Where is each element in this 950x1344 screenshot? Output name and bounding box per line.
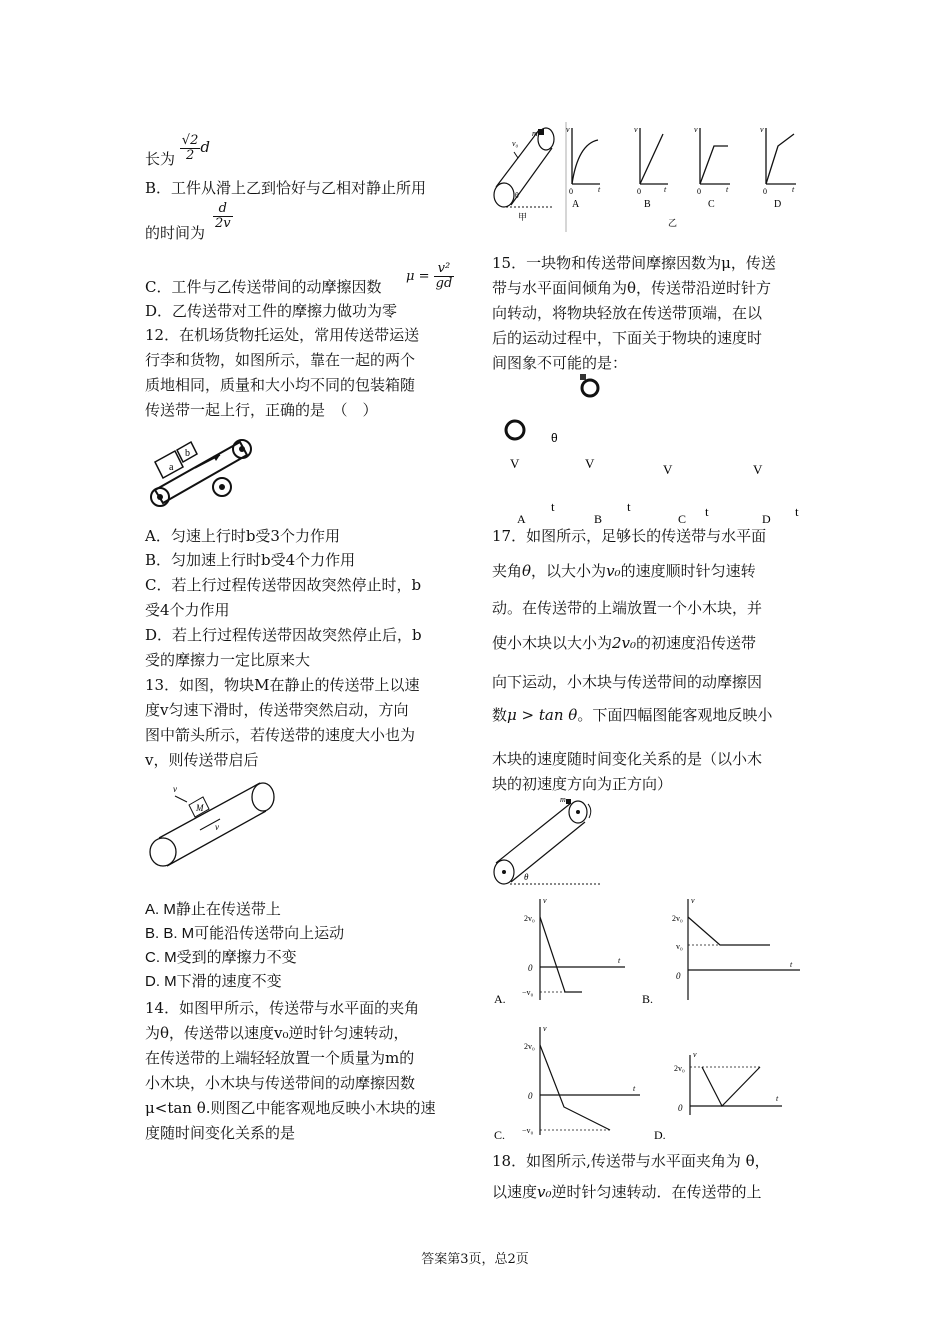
origin: 0 [678, 1103, 683, 1113]
axis-t: t [633, 1084, 636, 1093]
origin: 0 [676, 971, 681, 981]
tick-2v0: 2v₀ [674, 1064, 685, 1073]
q17-graph-c [494, 1024, 640, 1142]
q15-line: 15．一块物和传送带间摩擦因数为μ，传送 [492, 254, 776, 272]
tick-2v0: 2v₀ [672, 914, 683, 923]
axis-v-b: V [585, 456, 595, 471]
axis-t: t [618, 956, 621, 965]
axis-v: v [691, 896, 695, 905]
q17-text: 夹角 [492, 562, 523, 580]
block [566, 799, 571, 804]
tick-2v0: 2v₀ [524, 1042, 535, 1051]
origin: 0 [569, 187, 573, 196]
axis-t-d: t [795, 504, 799, 519]
q13-conveyor-figure [145, 780, 285, 870]
q17-graph-a [494, 896, 625, 1006]
belt-bottom [511, 822, 585, 882]
label-v0: v₀ [512, 139, 519, 148]
q18-text: 逆时针匀速转动．在传送带的上 [551, 1183, 762, 1201]
q17-theta: θ [522, 562, 532, 580]
frac-num: √2 [181, 133, 199, 148]
pulley-axle [219, 484, 225, 490]
q17-line [492, 633, 756, 653]
axis-v-c: V [663, 462, 673, 477]
frac-den: 2 [185, 148, 195, 163]
fraction-v2-over-gd [434, 262, 455, 291]
axis-t: t [790, 960, 793, 969]
q14-figure [488, 122, 808, 232]
axis-t: t [792, 185, 795, 194]
graph-b [634, 125, 668, 210]
label-d: D [762, 512, 771, 526]
q17-line [492, 705, 772, 725]
q12-conveyor-figure [145, 430, 255, 510]
pulley-axle [239, 446, 245, 452]
q14-line: 在传送带的上端轻轻放置一个质量为m的 [145, 1049, 415, 1067]
right-roller [252, 783, 274, 811]
axis-t: t [598, 185, 601, 194]
frac-var: d [200, 138, 210, 156]
arrow-down-slope [175, 796, 187, 802]
v0-arrow [514, 152, 518, 158]
q17-line: 块的初速度方向为正方向） [492, 775, 673, 793]
axis-v: v [543, 896, 547, 905]
graph-d [760, 125, 796, 210]
q14-line: 为θ，传送带以速度v₀逆时针匀速转动， [145, 1024, 409, 1042]
belt-top [496, 803, 571, 863]
axis-v: v [543, 1024, 547, 1033]
block [538, 129, 544, 135]
mu-formula [406, 262, 454, 291]
axle [576, 810, 580, 814]
q17-text: 使小木块以大小为 [492, 634, 613, 652]
q15-line: 带与水平面间倾角为θ，传送带沿逆时针方 [492, 279, 772, 297]
pulley-axle [157, 494, 163, 500]
label-m: m [560, 796, 566, 804]
label-theta: θ [515, 191, 519, 200]
q17-text: 数 [492, 706, 508, 724]
label-jia: 甲 [518, 212, 528, 222]
graph-a [566, 125, 601, 210]
q17-text: ，以大小为 [531, 562, 607, 580]
axis-v: v [760, 125, 764, 134]
q18-text: 以速度 [492, 1183, 538, 1201]
frac-den: 2v [215, 216, 231, 231]
q13-line: 度v匀速下滑时，传送带突然启动，方向 [145, 701, 409, 719]
q17-v0: v₀ [606, 562, 621, 580]
q15-line: 间图象不可能的是： [492, 354, 628, 372]
q17-line: 动。在传送带的上端放置一个小木块，并 [492, 599, 763, 617]
roller-icon [506, 421, 524, 439]
label-c: C [678, 512, 687, 526]
origin: 0 [763, 187, 767, 196]
tick-2v0: 2v₀ [524, 914, 535, 923]
tick-v0: v₀ [676, 942, 683, 951]
label-m: m [532, 129, 538, 138]
left-roller [150, 838, 176, 866]
origin: 0 [637, 187, 641, 196]
label-b: b [185, 448, 190, 459]
label-a: A [572, 199, 580, 210]
axis-v-a: V [510, 456, 520, 471]
option-b-line2: 的时间为 [145, 224, 206, 242]
q18-v0: v₀ [537, 1183, 552, 1201]
axis-t-a: t [551, 499, 555, 514]
label-yi: 乙 [668, 218, 678, 228]
line-length-result [145, 133, 210, 169]
label-c: C. [494, 1128, 506, 1142]
q12-option: D．若上行过程传送带因故突然停止后，b [145, 626, 422, 644]
block-icon [580, 374, 586, 380]
q12-option: 受4个力作用 [145, 601, 230, 619]
label-v-block: v [173, 784, 177, 794]
axis-t-b: t [627, 499, 631, 514]
q17-line: 向下运动，小木块与传送带间的动摩擦因 [492, 673, 763, 691]
q14-line: μ<tan θ.则图乙中能客观地反映小木块的速 [145, 1099, 436, 1117]
q13-line: 13．如图，物块M在静止的传送带上以速 [145, 676, 420, 694]
fraction-d-over-2v [213, 202, 233, 231]
q12-option: C．若上行过程传送带因故突然停止时，b [145, 576, 422, 594]
option-d: D．乙传送带对工件的摩擦力做功为零 [145, 302, 398, 320]
option-b-line1: B．工件从滑上乙到恰好与乙相对静止所用 [145, 179, 427, 197]
tick-neg-v0: −v₀ [522, 1126, 534, 1135]
frac-den: gd [435, 276, 453, 291]
q13-option: A. M静止在传送带上 [145, 901, 281, 918]
q12-line: 传送带一起上行，正确的是 （ ） [145, 401, 378, 419]
label-m: M [196, 803, 204, 813]
q17-text: 。下面四幅图能客观地反映小 [577, 706, 773, 724]
label-theta: θ [524, 872, 529, 882]
q13-line: v，则传送带启后 [145, 751, 259, 769]
q17-text: 的速度顺时针匀速转 [620, 562, 756, 580]
q15-broken-figure [495, 370, 815, 530]
label-b: B [644, 199, 651, 210]
q14-line: 14．如图甲所示，传送带与水平面的夹角 [145, 999, 420, 1017]
q12-line: 行李和货物，如图所示，靠在一起的两个 [145, 351, 416, 369]
q12-line: 质地相同，质量和大小均不同的包装箱随 [145, 376, 416, 394]
axis-v-d: V [753, 462, 763, 477]
label-a: A. [494, 992, 506, 1006]
rotation-arrow [588, 804, 591, 818]
q17-graphs [490, 895, 810, 1145]
origin: 0 [528, 963, 533, 973]
origin: 0 [528, 1091, 533, 1101]
label-v-belt: v [215, 822, 219, 832]
q17-text: 的初速度沿传送带 [636, 634, 757, 652]
q18-line [492, 1182, 762, 1202]
axis-t: t [776, 1094, 779, 1103]
axle [502, 870, 506, 874]
axis-v: v [634, 125, 638, 134]
label-d: D. [654, 1128, 666, 1142]
length-prefix: 长为 [145, 150, 176, 168]
q12-option: A．匀速上行时b受3个力作用 [145, 527, 340, 545]
label-a: a [169, 462, 174, 473]
axis-t: t [664, 185, 667, 194]
q12-option: B．匀加速上行时b受4个力作用 [145, 551, 356, 569]
label-c: C [708, 199, 715, 210]
q17-line [492, 561, 756, 581]
q14-line: 小木块，小木块与传送带间的动摩擦因数 [145, 1074, 416, 1092]
axis-v: v [694, 125, 698, 134]
option-c: C．工件与乙传送带间的动摩擦因数 [145, 278, 382, 296]
theta-label: θ [551, 431, 558, 445]
q17-mu-tan: μ > tan θ [507, 706, 578, 724]
q17-incline-figure [490, 796, 610, 888]
q14-line: 度随时间变化关系的是 [145, 1124, 296, 1142]
q17-graph-b [642, 896, 800, 1006]
graph-c [694, 125, 730, 210]
axis-v: v [566, 125, 570, 134]
q13-option: B. B. M可能沿传送带向上运动 [145, 925, 345, 942]
q13-line: 图中箭头所示，若传送带的速度大小也为 [145, 726, 416, 744]
label-d: D [774, 199, 782, 210]
q17-2v0: 2v₀ [612, 634, 637, 652]
q13-option: C. M受到的摩擦力不变 [145, 949, 297, 966]
page-footer: 答案第3页，总2页 [421, 1252, 529, 1267]
q18-line: 18．如图所示,传送带与水平面夹角为 θ， [492, 1152, 770, 1170]
label-b: B [594, 512, 603, 526]
frac-num: v² [434, 262, 455, 277]
mu-lhs: μ = [406, 269, 430, 284]
q17-line: 17．如图所示，足够长的传送带与水平面 [492, 527, 767, 545]
q13-option: D. M下滑的速度不变 [145, 973, 282, 990]
axis-t-c: t [705, 504, 709, 519]
roller-icon [582, 380, 598, 396]
axis-t: t [726, 185, 729, 194]
tick-neg-v0: −v₀ [522, 988, 534, 997]
label-a: A [517, 512, 526, 526]
q15-line: 后的运动过程中，下面关于物块的速度时 [492, 329, 763, 347]
origin: 0 [697, 187, 701, 196]
label-b: B. [642, 992, 654, 1006]
belt-bottom [167, 811, 266, 866]
q12-option: 受的摩擦力一定比原来大 [145, 651, 311, 669]
q12-line: 12．在机场货物托运处，常用传送带运送 [145, 326, 420, 344]
q17-graph-d [654, 1050, 782, 1142]
fraction-root2-over-2 [180, 134, 201, 163]
axis-v: v [693, 1050, 697, 1059]
frac-num: d [213, 202, 233, 217]
q15-line: 向转动，将物块轻放在传送带顶端，在以 [492, 304, 763, 322]
q17-line: 木块的速度随时间变化关系的是（以小木 [492, 750, 763, 768]
